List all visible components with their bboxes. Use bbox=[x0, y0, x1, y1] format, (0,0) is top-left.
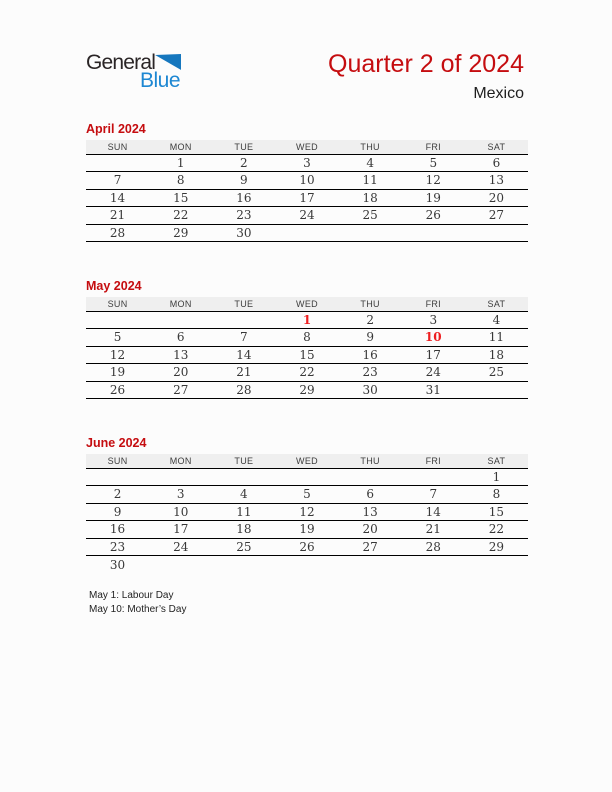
day-cell-3: 3 bbox=[149, 486, 212, 504]
weekday-header-sat: SAT bbox=[465, 454, 528, 468]
day-cell-28: 28 bbox=[402, 538, 465, 556]
day-cell-24: 24 bbox=[402, 364, 465, 382]
weekday-header-sat: SAT bbox=[465, 140, 528, 154]
day-cell-28: 28 bbox=[86, 224, 149, 242]
day-cell-23: 23 bbox=[86, 538, 149, 556]
day-cell-8: 8 bbox=[465, 486, 528, 504]
day-cell-13: 13 bbox=[339, 503, 402, 521]
day-cell-4: 4 bbox=[212, 486, 275, 504]
day-cell-empty bbox=[339, 224, 402, 242]
day-cell-13: 13 bbox=[149, 346, 212, 364]
day-cell-12: 12 bbox=[402, 172, 465, 190]
month-section-june bbox=[86, 436, 528, 573]
day-cell-18: 18 bbox=[212, 521, 275, 539]
day-cell-1: 1 bbox=[149, 154, 212, 172]
week-row bbox=[86, 224, 528, 242]
weekday-header-tue: TUE bbox=[212, 297, 275, 311]
day-cell-12: 12 bbox=[275, 503, 338, 521]
day-cell-6: 6 bbox=[149, 329, 212, 347]
day-cell-8: 8 bbox=[275, 329, 338, 347]
week-row bbox=[86, 556, 528, 574]
weekday-header-sat: SAT bbox=[465, 297, 528, 311]
holiday-note: May 1: Labour Day bbox=[89, 590, 174, 601]
day-cell-empty bbox=[465, 381, 528, 399]
week-row bbox=[86, 346, 528, 364]
month-label-may: May 2024 bbox=[86, 279, 142, 293]
day-cell-19: 19 bbox=[86, 364, 149, 382]
day-cell-27: 27 bbox=[339, 538, 402, 556]
day-cell-empty bbox=[339, 468, 402, 486]
logo-text-blue: Blue bbox=[139, 69, 180, 92]
week-row bbox=[86, 154, 528, 172]
day-cell-30: 30 bbox=[109, 557, 126, 572]
week-row bbox=[86, 207, 528, 225]
day-cell-6: 6 bbox=[339, 486, 402, 504]
day-cell-20: 20 bbox=[339, 521, 402, 539]
day-cell-15: 15 bbox=[275, 346, 338, 364]
day-cell-16: 16 bbox=[212, 189, 275, 207]
day-cell-empty bbox=[339, 556, 402, 574]
day-cell-27: 27 bbox=[149, 381, 212, 399]
weekday-header-wed: WED bbox=[275, 297, 338, 311]
day-cell-empty bbox=[149, 556, 212, 574]
day-cell-29: 29 bbox=[465, 538, 528, 556]
weekday-header-sun: SUN bbox=[86, 297, 149, 311]
day-cell-empty bbox=[212, 468, 275, 486]
weekday-header-mon: MON bbox=[149, 140, 212, 154]
day-cell-11: 11 bbox=[212, 503, 275, 521]
day-cell-14: 14 bbox=[402, 503, 465, 521]
day-cell-3: 3 bbox=[402, 311, 465, 329]
weekday-header-tue: TUE bbox=[212, 140, 275, 154]
day-cell-empty bbox=[149, 468, 212, 486]
week-row bbox=[86, 311, 528, 329]
day-cell-19: 19 bbox=[402, 189, 465, 207]
day-cell-22: 22 bbox=[465, 521, 528, 539]
weekday-header-mon: MON bbox=[149, 454, 212, 468]
page-title: Quarter 2 of 2024 bbox=[328, 50, 524, 78]
day-cell-empty bbox=[402, 556, 465, 574]
day-cell-24: 24 bbox=[149, 538, 212, 556]
day-cell-10: 10 bbox=[402, 329, 465, 347]
day-cell-14: 14 bbox=[86, 189, 149, 207]
day-cell-13: 13 bbox=[465, 172, 528, 190]
day-cell-1: 1 bbox=[465, 468, 528, 486]
week-row bbox=[86, 503, 528, 521]
day-cell-2: 2 bbox=[339, 311, 402, 329]
day-cell-10: 10 bbox=[275, 172, 338, 190]
day-cell-empty bbox=[465, 556, 528, 574]
day-cell-4: 4 bbox=[465, 311, 528, 329]
day-cell-9: 9 bbox=[212, 172, 275, 190]
day-cell-23: 23 bbox=[339, 364, 402, 382]
weekday-header-fri: FRI bbox=[402, 297, 465, 311]
day-cell-29: 29 bbox=[149, 224, 212, 242]
weekday-header-thu: THU bbox=[339, 297, 402, 311]
week-row bbox=[86, 381, 528, 399]
day-cell-11: 11 bbox=[339, 172, 402, 190]
day-cell-19: 19 bbox=[275, 521, 338, 539]
day-cell-12: 12 bbox=[86, 346, 149, 364]
weekday-header-wed: WED bbox=[275, 454, 338, 468]
weekday-header-tue: TUE bbox=[212, 454, 275, 468]
day-cell-17: 17 bbox=[402, 346, 465, 364]
weekday-header-fri: FRI bbox=[402, 140, 465, 154]
day-cell-4: 4 bbox=[339, 154, 402, 172]
day-cell-empty bbox=[402, 468, 465, 486]
day-cell-empty bbox=[149, 311, 212, 329]
day-cell-22: 22 bbox=[149, 207, 212, 225]
day-cell-7: 7 bbox=[212, 329, 275, 347]
weekday-header-row bbox=[86, 297, 528, 311]
day-cell-25: 25 bbox=[212, 538, 275, 556]
day-cell-29: 29 bbox=[275, 381, 338, 399]
day-cell-7: 7 bbox=[402, 486, 465, 504]
day-cell-30: 30 bbox=[339, 381, 402, 399]
day-cell-6: 6 bbox=[465, 154, 528, 172]
month-label-april: April 2024 bbox=[86, 122, 146, 136]
day-cell-3: 3 bbox=[275, 154, 338, 172]
month-section-may bbox=[86, 279, 528, 399]
holiday-note: May 10: Mother’s Day bbox=[89, 603, 187, 615]
day-cell-30: 30 bbox=[212, 224, 275, 242]
day-cell-27: 27 bbox=[465, 207, 528, 225]
day-cell-20: 20 bbox=[149, 364, 212, 382]
week-row bbox=[86, 364, 528, 382]
day-cell-21: 21 bbox=[86, 207, 149, 225]
day-cell-14: 14 bbox=[212, 346, 275, 364]
day-cell-26: 26 bbox=[402, 207, 465, 225]
month-label-june: June 2024 bbox=[86, 436, 147, 450]
weekday-header-sun: SUN bbox=[86, 140, 149, 154]
day-cell-23: 23 bbox=[212, 207, 275, 225]
weekday-header-row bbox=[86, 454, 528, 468]
day-cell-17: 17 bbox=[149, 521, 212, 539]
weekday-header-row bbox=[86, 140, 528, 154]
day-cell-26: 26 bbox=[275, 538, 338, 556]
day-cell-20: 20 bbox=[465, 189, 528, 207]
day-cell-10: 10 bbox=[149, 503, 212, 521]
day-cell-11: 11 bbox=[465, 329, 528, 347]
page-header bbox=[86, 51, 528, 102]
day-cell-18: 18 bbox=[339, 189, 402, 207]
weekday-header-mon: MON bbox=[149, 297, 212, 311]
day-cell-9: 9 bbox=[86, 503, 149, 521]
week-row bbox=[86, 189, 528, 207]
calendar-table-may bbox=[86, 297, 528, 399]
day-cell-26: 26 bbox=[86, 381, 149, 399]
day-cell-15: 15 bbox=[465, 503, 528, 521]
day-cell-empty bbox=[86, 311, 149, 329]
region-subtitle: Mexico bbox=[473, 85, 524, 102]
week-row bbox=[86, 468, 528, 486]
day-cell-15: 15 bbox=[149, 189, 212, 207]
day-cell-2: 2 bbox=[86, 486, 149, 504]
day-cell-empty bbox=[212, 311, 275, 329]
day-cell-5: 5 bbox=[402, 154, 465, 172]
day-cell-8: 8 bbox=[149, 172, 212, 190]
day-cell-21: 21 bbox=[402, 521, 465, 539]
weekday-header-fri: FRI bbox=[402, 454, 465, 468]
day-cell-21: 21 bbox=[212, 364, 275, 382]
day-cell-2: 2 bbox=[212, 154, 275, 172]
day-cell-empty bbox=[275, 224, 338, 242]
day-cell-empty bbox=[275, 556, 338, 574]
day-cell-empty bbox=[212, 556, 275, 574]
day-cell-5: 5 bbox=[275, 486, 338, 504]
weekday-header-wed: WED bbox=[275, 140, 338, 154]
week-row bbox=[86, 486, 528, 504]
day-cell-16: 16 bbox=[86, 521, 149, 539]
day-cell-empty bbox=[86, 468, 149, 486]
day-cell-empty bbox=[402, 224, 465, 242]
day-cell-25: 25 bbox=[465, 364, 528, 382]
week-row bbox=[86, 538, 528, 556]
week-row bbox=[86, 172, 528, 190]
day-cell-empty bbox=[465, 224, 528, 242]
weekday-header-sun: SUN bbox=[86, 454, 149, 468]
day-cell-empty bbox=[275, 468, 338, 486]
day-cell-17: 17 bbox=[275, 189, 338, 207]
day-cell-28: 28 bbox=[212, 381, 275, 399]
weekday-header-thu: THU bbox=[339, 140, 402, 154]
day-cell-22: 22 bbox=[275, 364, 338, 382]
day-cell-18: 18 bbox=[465, 346, 528, 364]
holiday-notes bbox=[89, 589, 186, 616]
calendar-table-april bbox=[86, 140, 528, 242]
calendar-table-june bbox=[86, 454, 528, 573]
day-cell-1: 1 bbox=[275, 311, 338, 329]
day-cell-25: 25 bbox=[339, 207, 402, 225]
weekday-header-thu: THU bbox=[339, 454, 402, 468]
day-cell-24: 24 bbox=[275, 207, 338, 225]
month-section-april bbox=[86, 122, 528, 242]
day-cell-31: 31 bbox=[402, 381, 465, 399]
day-cell-5: 5 bbox=[86, 329, 149, 347]
logo-text-general: General bbox=[86, 51, 156, 74]
day-cell-9: 9 bbox=[339, 329, 402, 347]
week-row bbox=[86, 521, 528, 539]
day-cell-16: 16 bbox=[339, 346, 402, 364]
day-cell-empty bbox=[86, 154, 149, 172]
week-row bbox=[86, 329, 528, 347]
day-cell-7: 7 bbox=[86, 172, 149, 190]
